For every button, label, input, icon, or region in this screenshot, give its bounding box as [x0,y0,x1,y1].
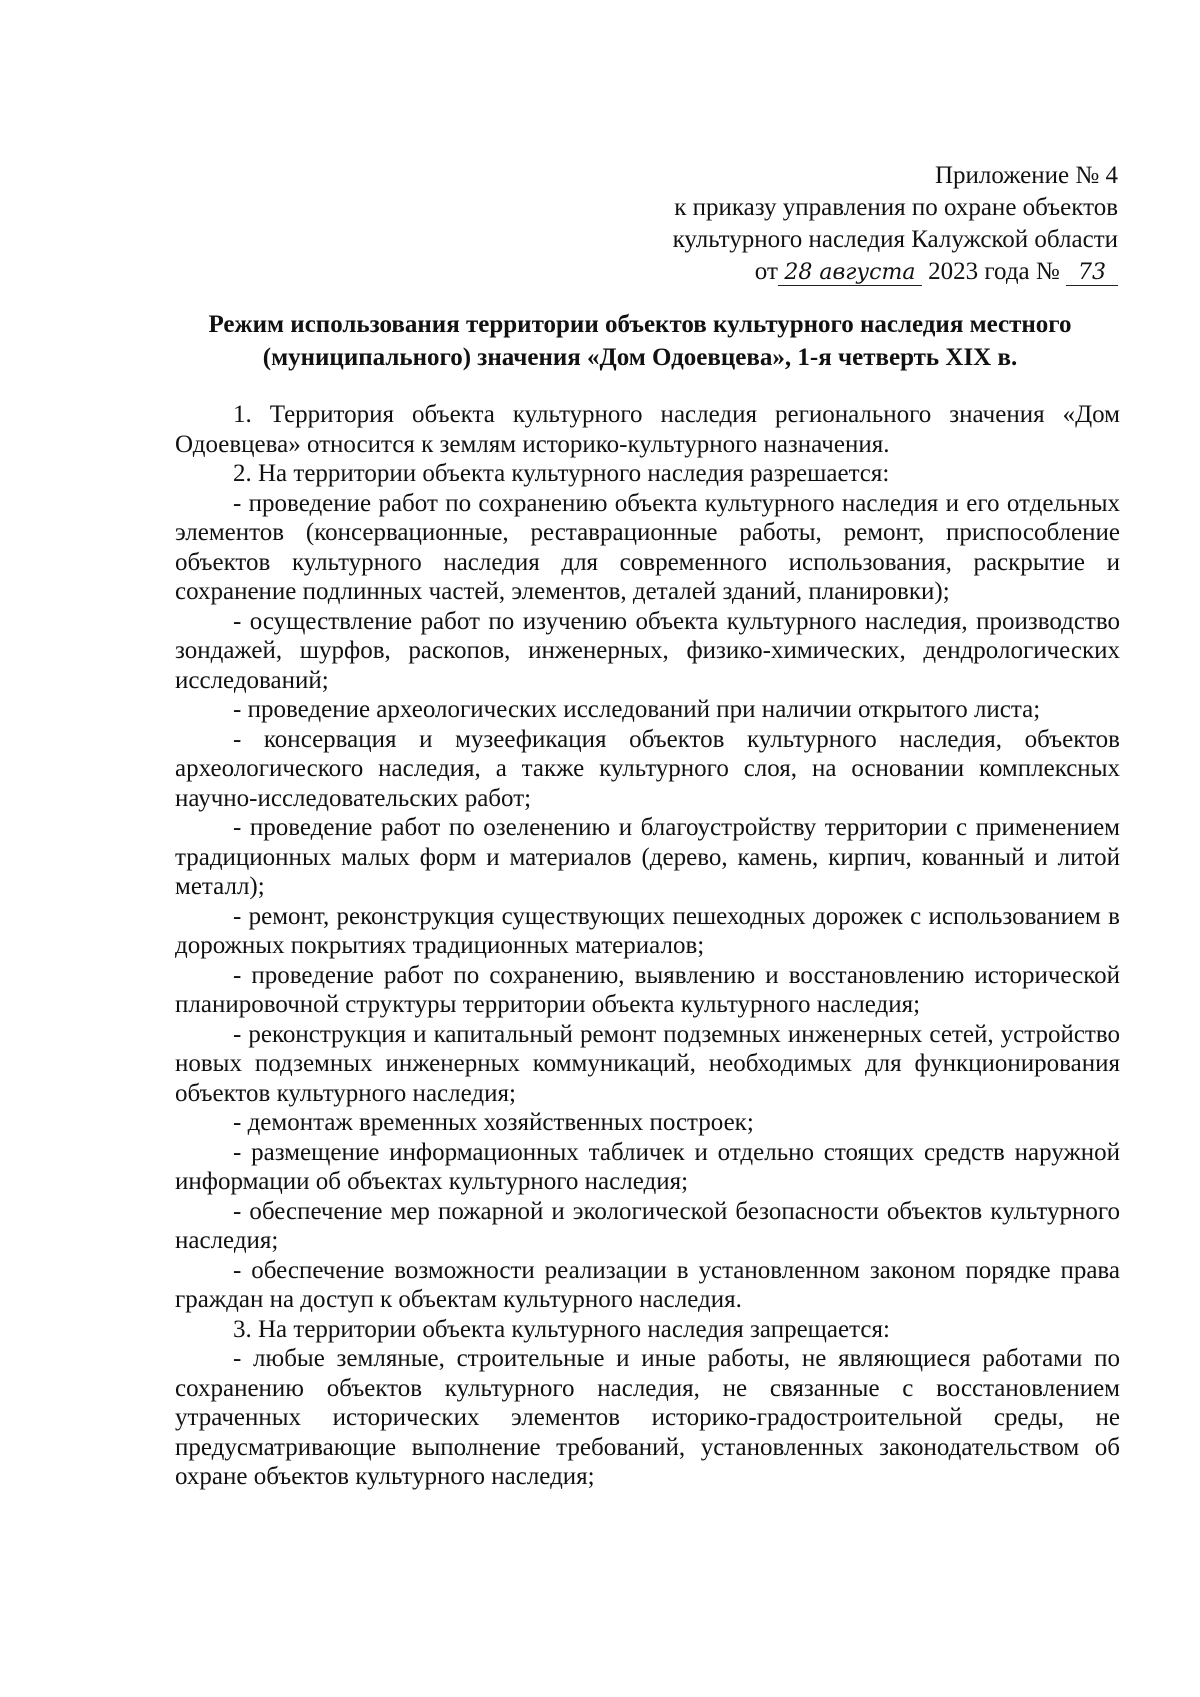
document-body [175,400,1120,1492]
paragraph: - любые земляные, строительные и иные работы, не являющиеся работами по сохранению объектов культурного наследия, не связанные с восстановлением утраченных исторических элементов историко-градостроительной среды, не предусматривающие выполнение требований, установленных законодательством об охране объектов культурного наследия; [175,1345,1120,1490]
paragraph: - проведение археологических исследований при наличии открытого листа; [233,696,1041,723]
appendix-header [558,160,1118,288]
order-date-line [558,256,1118,288]
date-prefix: от [754,258,778,285]
paragraph: - демонтаж временных хозяйственных построек; [233,1109,754,1136]
paragraph: - обеспечение мер пожарной и экологической безопасности объектов культурного наследия; [175,1197,1120,1254]
title-line-2: (муниципального) значения «Дом Одоевцева», 1-я четверть XIX в. [262,344,1018,371]
paragraph: - осуществление работ по изучению объекта культурного наследия, производство зондажей, шурфов, раскопов, инженерных, физико-химических, дендрологических исследований; [175,607,1120,694]
paragraph: - размещение информационных табличек и отдельно стоящих средств наружной информации об объектах культурного наследия; [175,1138,1120,1195]
paragraph: - проведение работ по сохранению объекта культурного наследия и его отдельных элементов (консервационные, реставрационные работы, ремонт, приспособление объектов культурного наследия для современного использования, раскрытие и сохранение подлинных частей, элементов, деталей зданий, планировки); [175,489,1120,605]
paragraph: 1. Территория объекта культурного наследия регионального значения «Дом Одоевцева» относится к землям историко-культурного назначения. [175,401,1120,458]
paragraph: - реконструкция и капитальный ремонт подземных инженерных сетей, устройство новых подземных инженерных коммуникаций, необходимых для функционирования объектов культурного наследия; [175,1020,1120,1107]
paragraph: - ремонт, реконструкция существующих пешеходных дорожек с использованием в дорожных покрытиях традиционных материалов; [175,902,1120,959]
paragraph: - консервация и музеефикация объектов культурного наследия, объектов археологического наследия, а также культурного слоя, на основании комплексных научно-исследовательских работ; [175,725,1120,812]
date-year: 2023 года № [928,258,1060,285]
document-title [160,308,1120,374]
handwritten-date: 28 августа [778,261,922,286]
appendix-number: Приложение № 4 [934,162,1118,189]
title-line-1: Режим использования территории объектов культурного наследия местного [208,311,1072,338]
paragraph: - обеспечение возможности реализации в установленном законом порядке права граждан на доступ к объектам культурного наследия. [175,1256,1120,1313]
paragraph: - проведение работ по сохранению, выявлению и восстановлению исторической планировочной структуры территории объекта культурного наследия; [175,961,1120,1018]
handwritten-order-number: 73 [1066,261,1118,286]
issuing-authority: культурного наследия Калужской области [672,226,1118,253]
paragraph: 3. На территории объекта культурного наследия запрещается: [233,1315,890,1343]
paragraph: - проведение работ по озеленению и благоустройству территории с применением традиционных малых форм и материалов (дерево, камень, кирпич, кованный и литой металл); [175,814,1120,900]
paragraph: 2. На территории объекта культурного наследия разрешается: [233,460,890,487]
order-reference: к приказу управления по охране объектов [674,194,1118,221]
